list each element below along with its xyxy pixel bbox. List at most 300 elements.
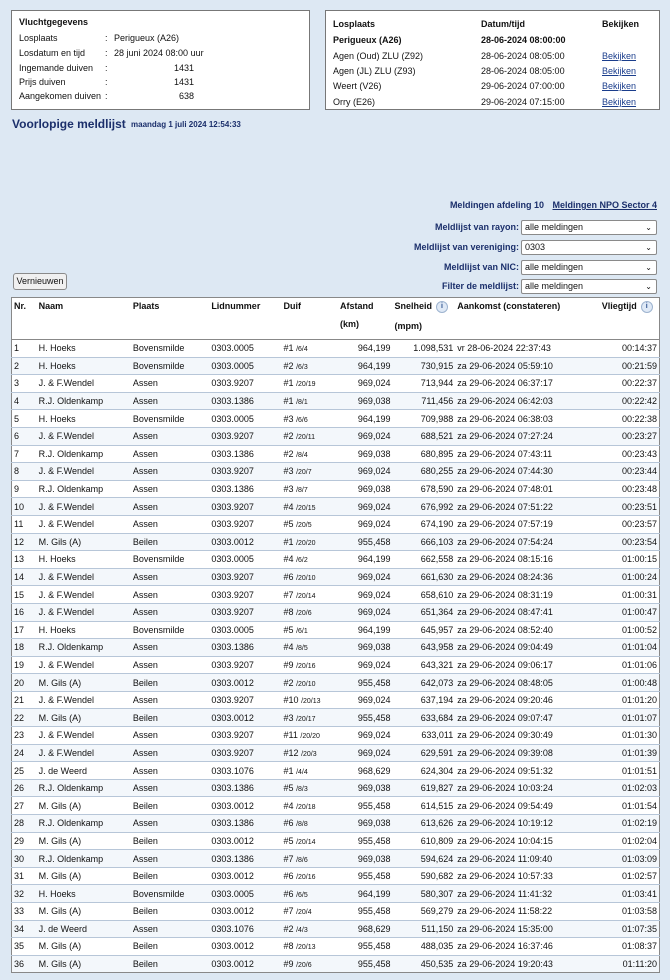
cell-plaats: Bovensmilde <box>131 357 210 375</box>
cell-snelheid: 678,590 <box>392 480 455 498</box>
cell-duif: #9 /20/16 <box>282 656 339 674</box>
flight-info-label: Prijs duiven <box>19 77 66 87</box>
table-row <box>12 709 660 727</box>
cell-lidnummer: 0303.9207 <box>209 463 281 481</box>
cell-duif: #6 /20/10 <box>282 568 339 586</box>
cell-plaats: Assen <box>131 727 210 745</box>
cell-afstand: 964,199 <box>338 410 392 428</box>
release-row <box>333 66 655 78</box>
cell-snelheid: 688,521 <box>392 427 455 445</box>
cell-naam: H. Hoeks <box>37 621 131 639</box>
cell-nr: 2 <box>12 357 37 375</box>
cell-lidnummer: 0303.0012 <box>209 709 281 727</box>
cell-naam: J. & F.Wendel <box>37 375 131 393</box>
cell-lidnummer: 0303.9207 <box>209 656 281 674</box>
cell-duif: #6 /6/5 <box>282 885 339 903</box>
cell-duif: #12 /20/3 <box>282 744 339 762</box>
release-place: Agen (JL) ZLU (Z93) <box>333 66 416 76</box>
cell-snelheid: 674,190 <box>392 515 455 533</box>
info-icon[interactable]: i <box>436 301 448 313</box>
cell-vliegtijd: 01:02:57 <box>600 867 660 885</box>
cell-naam: R.J. Oldenkamp <box>37 639 131 657</box>
cell-duif: #3 /20/17 <box>282 709 339 727</box>
cell-afstand: 969,038 <box>338 480 392 498</box>
table-row <box>12 762 660 780</box>
cell-naam: J. & F.Wendel <box>37 568 131 586</box>
cell-aankomst: za 29-06-2024 08:47:41 <box>455 603 599 621</box>
cell-lidnummer: 0303.9207 <box>209 375 281 393</box>
cell-vliegtijd: 01:00:52 <box>600 621 660 639</box>
cell-lidnummer: 0303.1386 <box>209 850 281 868</box>
cell-afstand: 969,024 <box>338 603 392 621</box>
cell-afstand: 964,199 <box>338 340 392 358</box>
flight-info-label: Losdatum en tijd <box>19 48 86 58</box>
cell-naam: M. Gils (A) <box>37 797 131 815</box>
cell-snelheid: 676,992 <box>392 498 455 516</box>
cell-duif: #7 /20/14 <box>282 586 339 604</box>
cell-nr: 14 <box>12 568 37 586</box>
cell-lidnummer: 0303.9207 <box>209 744 281 762</box>
cell-naam: J. & F.Wendel <box>37 586 131 604</box>
cell-naam: J. & F.Wendel <box>37 498 131 516</box>
cell-duif: #7 /8/6 <box>282 850 339 868</box>
cell-lidnummer: 0303.0005 <box>209 885 281 903</box>
cell-nr: 7 <box>12 445 37 463</box>
cell-aankomst: za 29-06-2024 07:57:19 <box>455 515 599 533</box>
table-row <box>12 779 660 797</box>
rayon-select[interactable]: alle meldingen ⌄ <box>521 220 657 235</box>
cell-afstand: 969,024 <box>338 515 392 533</box>
cell-vliegtijd: 01:01:07 <box>600 709 660 727</box>
cell-duif: #5 /20/5 <box>282 515 339 533</box>
chevron-down-icon: ⌄ <box>645 223 652 232</box>
cell-afstand: 955,458 <box>338 533 392 551</box>
cell-vliegtijd: 01:01:54 <box>600 797 660 815</box>
cell-lidnummer: 0303.0005 <box>209 340 281 358</box>
cell-afstand: 955,458 <box>338 709 392 727</box>
cell-duif: #3 /8/7 <box>282 480 339 498</box>
flight-info-value: 28 juni 2024 08:00 uur <box>114 48 204 58</box>
cell-afstand: 955,458 <box>338 903 392 921</box>
table-row <box>12 621 660 639</box>
table-row <box>12 885 660 903</box>
cell-snelheid: 1.098,531 <box>392 340 455 358</box>
table-row <box>12 903 660 921</box>
cell-duif: #1 /6/4 <box>282 340 339 358</box>
cell-plaats: Assen <box>131 656 210 674</box>
cell-afstand: 969,024 <box>338 586 392 604</box>
table-row <box>12 832 660 850</box>
cell-aankomst: za 29-06-2024 09:51:32 <box>455 762 599 780</box>
table-row <box>12 480 660 498</box>
cell-naam: J. & F.Wendel <box>37 463 131 481</box>
afdeling-label: Meldingen afdeling 10 <box>449 200 544 210</box>
cell-plaats: Beilen <box>131 797 210 815</box>
cell-duif: #2 /4/3 <box>282 920 339 938</box>
cell-afstand: 969,024 <box>338 568 392 586</box>
cell-vliegtijd: 00:23:43 <box>600 445 660 463</box>
cell-snelheid: 569,279 <box>392 903 455 921</box>
cell-afstand: 955,458 <box>338 797 392 815</box>
cell-vliegtijd: 01:08:37 <box>600 938 660 956</box>
cell-naam: J. & F.Wendel <box>37 744 131 762</box>
filter-label: Meldlijst van rayon: <box>434 222 519 232</box>
cell-naam: R.J. Oldenkamp <box>37 480 131 498</box>
cell-aankomst: za 29-06-2024 07:44:30 <box>455 463 599 481</box>
chevron-down-icon: ⌄ <box>645 263 652 272</box>
cell-vliegtijd: 01:03:09 <box>600 850 660 868</box>
cell-aankomst: za 29-06-2024 07:48:01 <box>455 480 599 498</box>
cell-lidnummer: 0303.0005 <box>209 410 281 428</box>
cell-nr: 29 <box>12 832 37 850</box>
cell-snelheid: 614,515 <box>392 797 455 815</box>
cell-vliegtijd: 01:11:20 <box>600 955 660 973</box>
cell-aankomst: za 29-06-2024 08:24:36 <box>455 568 599 586</box>
cell-vliegtijd: 01:01:20 <box>600 691 660 709</box>
release-place: Weert (V26) <box>333 81 382 91</box>
cell-vliegtijd: 00:22:42 <box>600 392 660 410</box>
cell-vliegtijd: 01:01:39 <box>600 744 660 762</box>
release-current-row <box>333 35 655 47</box>
cell-naam: M. Gils (A) <box>37 674 131 692</box>
cell-afstand: 969,038 <box>338 779 392 797</box>
flight-info-value: 1431 <box>173 77 194 87</box>
cell-afstand: 955,458 <box>338 955 392 973</box>
cell-naam: J. & F.Wendel <box>37 515 131 533</box>
release-datetime: 28-06-2024 08:05:00 <box>481 51 565 61</box>
release-place: Agen (Oud) ZLU (Z92) <box>333 51 424 61</box>
cell-lidnummer: 0303.0012 <box>209 955 281 973</box>
cell-duif: #4 /8/5 <box>282 639 339 657</box>
cell-afstand: 955,458 <box>338 832 392 850</box>
cell-lidnummer: 0303.1386 <box>209 779 281 797</box>
table-row <box>12 850 660 868</box>
cell-afstand: 964,199 <box>338 357 392 375</box>
npo-sector-link[interactable]: Meldingen NPO Sector 4 <box>552 200 657 210</box>
nic-select[interactable]: alle meldingen ⌄ <box>521 260 657 275</box>
cell-afstand: 969,024 <box>338 691 392 709</box>
table-row <box>12 797 660 815</box>
flight-info-panel <box>11 10 310 110</box>
cell-plaats: Assen <box>131 779 210 797</box>
cell-plaats: Bovensmilde <box>131 885 210 903</box>
col-aankomst[interactable]: Aankomst (constateren) <box>455 298 599 340</box>
cell-nr: 12 <box>12 533 37 551</box>
cell-nr: 34 <box>12 920 37 938</box>
cell-nr: 26 <box>12 779 37 797</box>
release-row <box>333 97 655 109</box>
cell-vliegtijd: 01:00:31 <box>600 586 660 604</box>
cell-plaats: Beilen <box>131 533 210 551</box>
cell-nr: 10 <box>12 498 37 516</box>
cell-nr: 28 <box>12 815 37 833</box>
cell-vliegtijd: 00:23:57 <box>600 515 660 533</box>
cell-snelheid: 637,194 <box>392 691 455 709</box>
cell-plaats: Assen <box>131 603 210 621</box>
cell-lidnummer: 0303.0012 <box>209 797 281 815</box>
view-release-link[interactable]: Bekijken <box>602 97 637 107</box>
cell-afstand: 969,038 <box>338 815 392 833</box>
cell-snelheid: 450,535 <box>392 955 455 973</box>
cell-nr: 15 <box>12 586 37 604</box>
flight-info-row: Prijs duiven : 1431 <box>19 77 194 87</box>
cell-snelheid: 511,150 <box>392 920 455 938</box>
cell-nr: 3 <box>12 375 37 393</box>
cell-duif: #5 /8/3 <box>282 779 339 797</box>
cell-naam: R.J. Oldenkamp <box>37 815 131 833</box>
col-vliegtijd[interactable]: Vliegtijd i <box>600 298 660 340</box>
release-row <box>333 81 655 93</box>
cell-aankomst: za 29-06-2024 19:20:43 <box>455 955 599 973</box>
cell-duif: #6 /20/16 <box>282 867 339 885</box>
cell-snelheid: 624,304 <box>392 762 455 780</box>
table-row <box>12 867 660 885</box>
cell-nr: 33 <box>12 903 37 921</box>
cell-plaats: Assen <box>131 850 210 868</box>
table-row <box>12 357 660 375</box>
cell-lidnummer: 0303.1386 <box>209 639 281 657</box>
col-duif[interactable]: Duif <box>282 298 339 340</box>
cell-aankomst: za 29-06-2024 15:35:00 <box>455 920 599 938</box>
cell-aankomst: za 29-06-2024 07:43:11 <box>455 445 599 463</box>
cell-duif: #4 /6/2 <box>282 551 339 569</box>
cell-lidnummer: 0303.0005 <box>209 621 281 639</box>
cell-duif: #10 /20/13 <box>282 691 339 709</box>
cell-naam: H. Hoeks <box>37 551 131 569</box>
cell-duif: #7 /20/4 <box>282 903 339 921</box>
cell-aankomst: za 29-06-2024 10:04:15 <box>455 832 599 850</box>
cell-nr: 9 <box>12 480 37 498</box>
cell-snelheid: 629,591 <box>392 744 455 762</box>
cell-snelheid: 661,630 <box>392 568 455 586</box>
cell-afstand: 955,458 <box>338 867 392 885</box>
cell-aankomst: za 29-06-2024 06:42:03 <box>455 392 599 410</box>
cell-afstand: 969,024 <box>338 498 392 516</box>
cell-aankomst: za 29-06-2024 06:38:03 <box>455 410 599 428</box>
flight-info-row: Aangekomen duiven : 638 <box>19 91 194 101</box>
cell-afstand: 969,038 <box>338 392 392 410</box>
cell-afstand: 969,038 <box>338 639 392 657</box>
release-header-view: Bekijken <box>602 19 640 29</box>
cell-nr: 23 <box>12 727 37 745</box>
cell-vliegtijd: 00:23:51 <box>600 498 660 516</box>
cell-lidnummer: 0303.1386 <box>209 480 281 498</box>
cell-plaats: Assen <box>131 427 210 445</box>
chevron-down-icon: ⌄ <box>645 282 652 291</box>
cell-aankomst: za 29-06-2024 09:04:49 <box>455 639 599 657</box>
cell-aankomst: za 29-06-2024 16:37:46 <box>455 938 599 956</box>
flight-info-row: Losplaats : Perigueux (A26) <box>19 33 180 43</box>
cell-lidnummer: 0303.1386 <box>209 392 281 410</box>
cell-nr: 30 <box>12 850 37 868</box>
cell-afstand: 964,199 <box>338 621 392 639</box>
cell-aankomst: za 29-06-2024 10:03:24 <box>455 779 599 797</box>
table-row <box>12 392 660 410</box>
cell-naam: J. & F.Wendel <box>37 603 131 621</box>
meldlijst-filter-select[interactable]: alle meldingen ⌄ <box>521 279 657 294</box>
cell-duif: #2 /20/10 <box>282 674 339 692</box>
view-release-link[interactable]: Bekijken <box>602 66 637 76</box>
cell-aankomst: za 29-06-2024 07:27:24 <box>455 427 599 445</box>
cell-vliegtijd: 01:02:19 <box>600 815 660 833</box>
cell-aankomst: za 29-06-2024 07:51:22 <box>455 498 599 516</box>
cell-aankomst: za 29-06-2024 07:54:24 <box>455 533 599 551</box>
cell-duif: #8 /20/6 <box>282 603 339 621</box>
cell-lidnummer: 0303.0012 <box>209 938 281 956</box>
cell-aankomst: za 29-06-2024 11:41:32 <box>455 885 599 903</box>
cell-aankomst: za 29-06-2024 06:37:17 <box>455 375 599 393</box>
release-places-panel <box>325 10 660 110</box>
cell-plaats: Assen <box>131 691 210 709</box>
view-release-link[interactable]: Bekijken <box>602 51 637 61</box>
col-nr[interactable]: Nr. <box>12 298 37 340</box>
cell-lidnummer: 0303.0012 <box>209 832 281 850</box>
cell-plaats: Assen <box>131 392 210 410</box>
cell-plaats: Assen <box>131 815 210 833</box>
cell-plaats: Assen <box>131 762 210 780</box>
cell-naam: M. Gils (A) <box>37 709 131 727</box>
table-row <box>12 410 660 428</box>
table-row <box>12 656 660 674</box>
cell-naam: J. & F.Wendel <box>37 727 131 745</box>
cell-nr: 22 <box>12 709 37 727</box>
cell-naam: M. Gils (A) <box>37 955 131 973</box>
cell-plaats: Beilen <box>131 832 210 850</box>
cell-lidnummer: 0303.0005 <box>209 357 281 375</box>
table-row <box>12 445 660 463</box>
cell-snelheid: 488,035 <box>392 938 455 956</box>
flight-info-row: Ingemande duiven : 1431 <box>19 63 194 73</box>
cell-duif: #2 /6/3 <box>282 357 339 375</box>
view-release-link[interactable]: Bekijken <box>602 81 637 91</box>
cell-vliegtijd: 00:22:38 <box>600 410 660 428</box>
cell-snelheid: 580,307 <box>392 885 455 903</box>
flight-info-row: Losdatum en tijd : 28 juni 2024 08:00 uur <box>19 48 204 58</box>
cell-naam: R.J. Oldenkamp <box>37 779 131 797</box>
cell-naam: R.J. Oldenkamp <box>37 392 131 410</box>
cell-plaats: Beilen <box>131 674 210 692</box>
col-plaats[interactable]: Plaats <box>131 298 210 340</box>
cell-lidnummer: 0303.9207 <box>209 568 281 586</box>
cell-afstand: 955,458 <box>338 938 392 956</box>
cell-aankomst: za 29-06-2024 05:59:10 <box>455 357 599 375</box>
cell-lidnummer: 0303.0005 <box>209 551 281 569</box>
cell-lidnummer: 0303.0012 <box>209 903 281 921</box>
cell-vliegtijd: 00:22:37 <box>600 375 660 393</box>
col-naam[interactable]: Naam <box>37 298 131 340</box>
table-row <box>12 639 660 657</box>
cell-plaats: Beilen <box>131 903 210 921</box>
cell-aankomst: za 29-06-2024 08:52:40 <box>455 621 599 639</box>
cell-afstand: 964,199 <box>338 885 392 903</box>
cell-afstand: 969,024 <box>338 427 392 445</box>
cell-vliegtijd: 01:02:04 <box>600 832 660 850</box>
table-row <box>12 691 660 709</box>
cell-duif: #8 /20/13 <box>282 938 339 956</box>
cell-lidnummer: 0303.0012 <box>209 533 281 551</box>
cell-nr: 31 <box>12 867 37 885</box>
col-afstand[interactable]: Afstand (km) <box>338 298 392 340</box>
table-row <box>12 463 660 481</box>
col-snelheid[interactable]: Snelheid i (mpm) <box>392 298 455 340</box>
table-row <box>12 674 660 692</box>
cell-snelheid: 680,895 <box>392 445 455 463</box>
info-icon[interactable]: i <box>641 301 653 313</box>
cell-duif: #4 /20/15 <box>282 498 339 516</box>
cell-aankomst: za 29-06-2024 08:48:05 <box>455 674 599 692</box>
cell-nr: 19 <box>12 656 37 674</box>
cell-snelheid: 680,255 <box>392 463 455 481</box>
table-row <box>12 920 660 938</box>
cell-lidnummer: 0303.0012 <box>209 867 281 885</box>
cell-snelheid: 619,827 <box>392 779 455 797</box>
cell-naam: M. Gils (A) <box>37 903 131 921</box>
cell-naam: J. de Weerd <box>37 762 131 780</box>
flight-info-label: Aangekomen duiven <box>19 91 102 101</box>
cell-naam: J. & F.Wendel <box>37 691 131 709</box>
release-datetime: 29-06-2024 07:00:00 <box>481 81 565 91</box>
refresh-button[interactable]: Vernieuwen <box>13 273 67 290</box>
cell-nr: 25 <box>12 762 37 780</box>
cell-duif: #11 /20/20 <box>282 727 339 745</box>
cell-plaats: Assen <box>131 480 210 498</box>
table-row <box>12 815 660 833</box>
cell-lidnummer: 0303.9207 <box>209 603 281 621</box>
cell-snelheid: 642,073 <box>392 674 455 692</box>
cell-nr: 27 <box>12 797 37 815</box>
table-row <box>12 603 660 621</box>
cell-plaats: Bovensmilde <box>131 621 210 639</box>
chevron-down-icon: ⌄ <box>645 243 652 252</box>
cell-afstand: 968,629 <box>338 920 392 938</box>
flight-info-value: Perigueux (A26) <box>114 33 180 43</box>
table-row <box>12 955 660 973</box>
cell-aankomst: vr 28-06-2024 22:37:43 <box>455 340 599 358</box>
cell-aankomst: za 29-06-2024 11:58:22 <box>455 903 599 921</box>
cell-vliegtijd: 00:23:27 <box>600 427 660 445</box>
cell-vliegtijd: 01:01:30 <box>600 727 660 745</box>
vereniging-select[interactable]: 0303 ⌄ <box>521 240 657 255</box>
flight-info-label: Losplaats <box>19 33 58 43</box>
table-row <box>12 568 660 586</box>
cell-plaats: Beilen <box>131 955 210 973</box>
cell-plaats: Bovensmilde <box>131 340 210 358</box>
cell-lidnummer: 0303.0012 <box>209 674 281 692</box>
cell-snelheid: 666,103 <box>392 533 455 551</box>
cell-naam: R.J. Oldenkamp <box>37 850 131 868</box>
cell-snelheid: 594,624 <box>392 850 455 868</box>
cell-naam: J. & F.Wendel <box>37 656 131 674</box>
table-row <box>12 586 660 604</box>
cell-snelheid: 713,944 <box>392 375 455 393</box>
cell-plaats: Assen <box>131 445 210 463</box>
cell-plaats: Assen <box>131 515 210 533</box>
cell-duif: #3 /6/6 <box>282 410 339 428</box>
cell-vliegtijd: 01:07:35 <box>600 920 660 938</box>
cell-snelheid: 709,988 <box>392 410 455 428</box>
cell-snelheid: 662,558 <box>392 551 455 569</box>
cell-snelheid: 633,011 <box>392 727 455 745</box>
flight-info-value: 1431 <box>173 63 194 73</box>
cell-nr: 17 <box>12 621 37 639</box>
cell-vliegtijd: 01:02:03 <box>600 779 660 797</box>
cell-snelheid: 643,321 <box>392 656 455 674</box>
release-current-place: Perigueux (A26) <box>333 35 402 45</box>
cell-aankomst: za 29-06-2024 10:57:33 <box>455 867 599 885</box>
col-lidnummer[interactable]: Lidnummer <box>209 298 281 340</box>
cell-afstand: 969,024 <box>338 656 392 674</box>
release-current-datetime: 28-06-2024 08:00:00 <box>481 35 566 45</box>
